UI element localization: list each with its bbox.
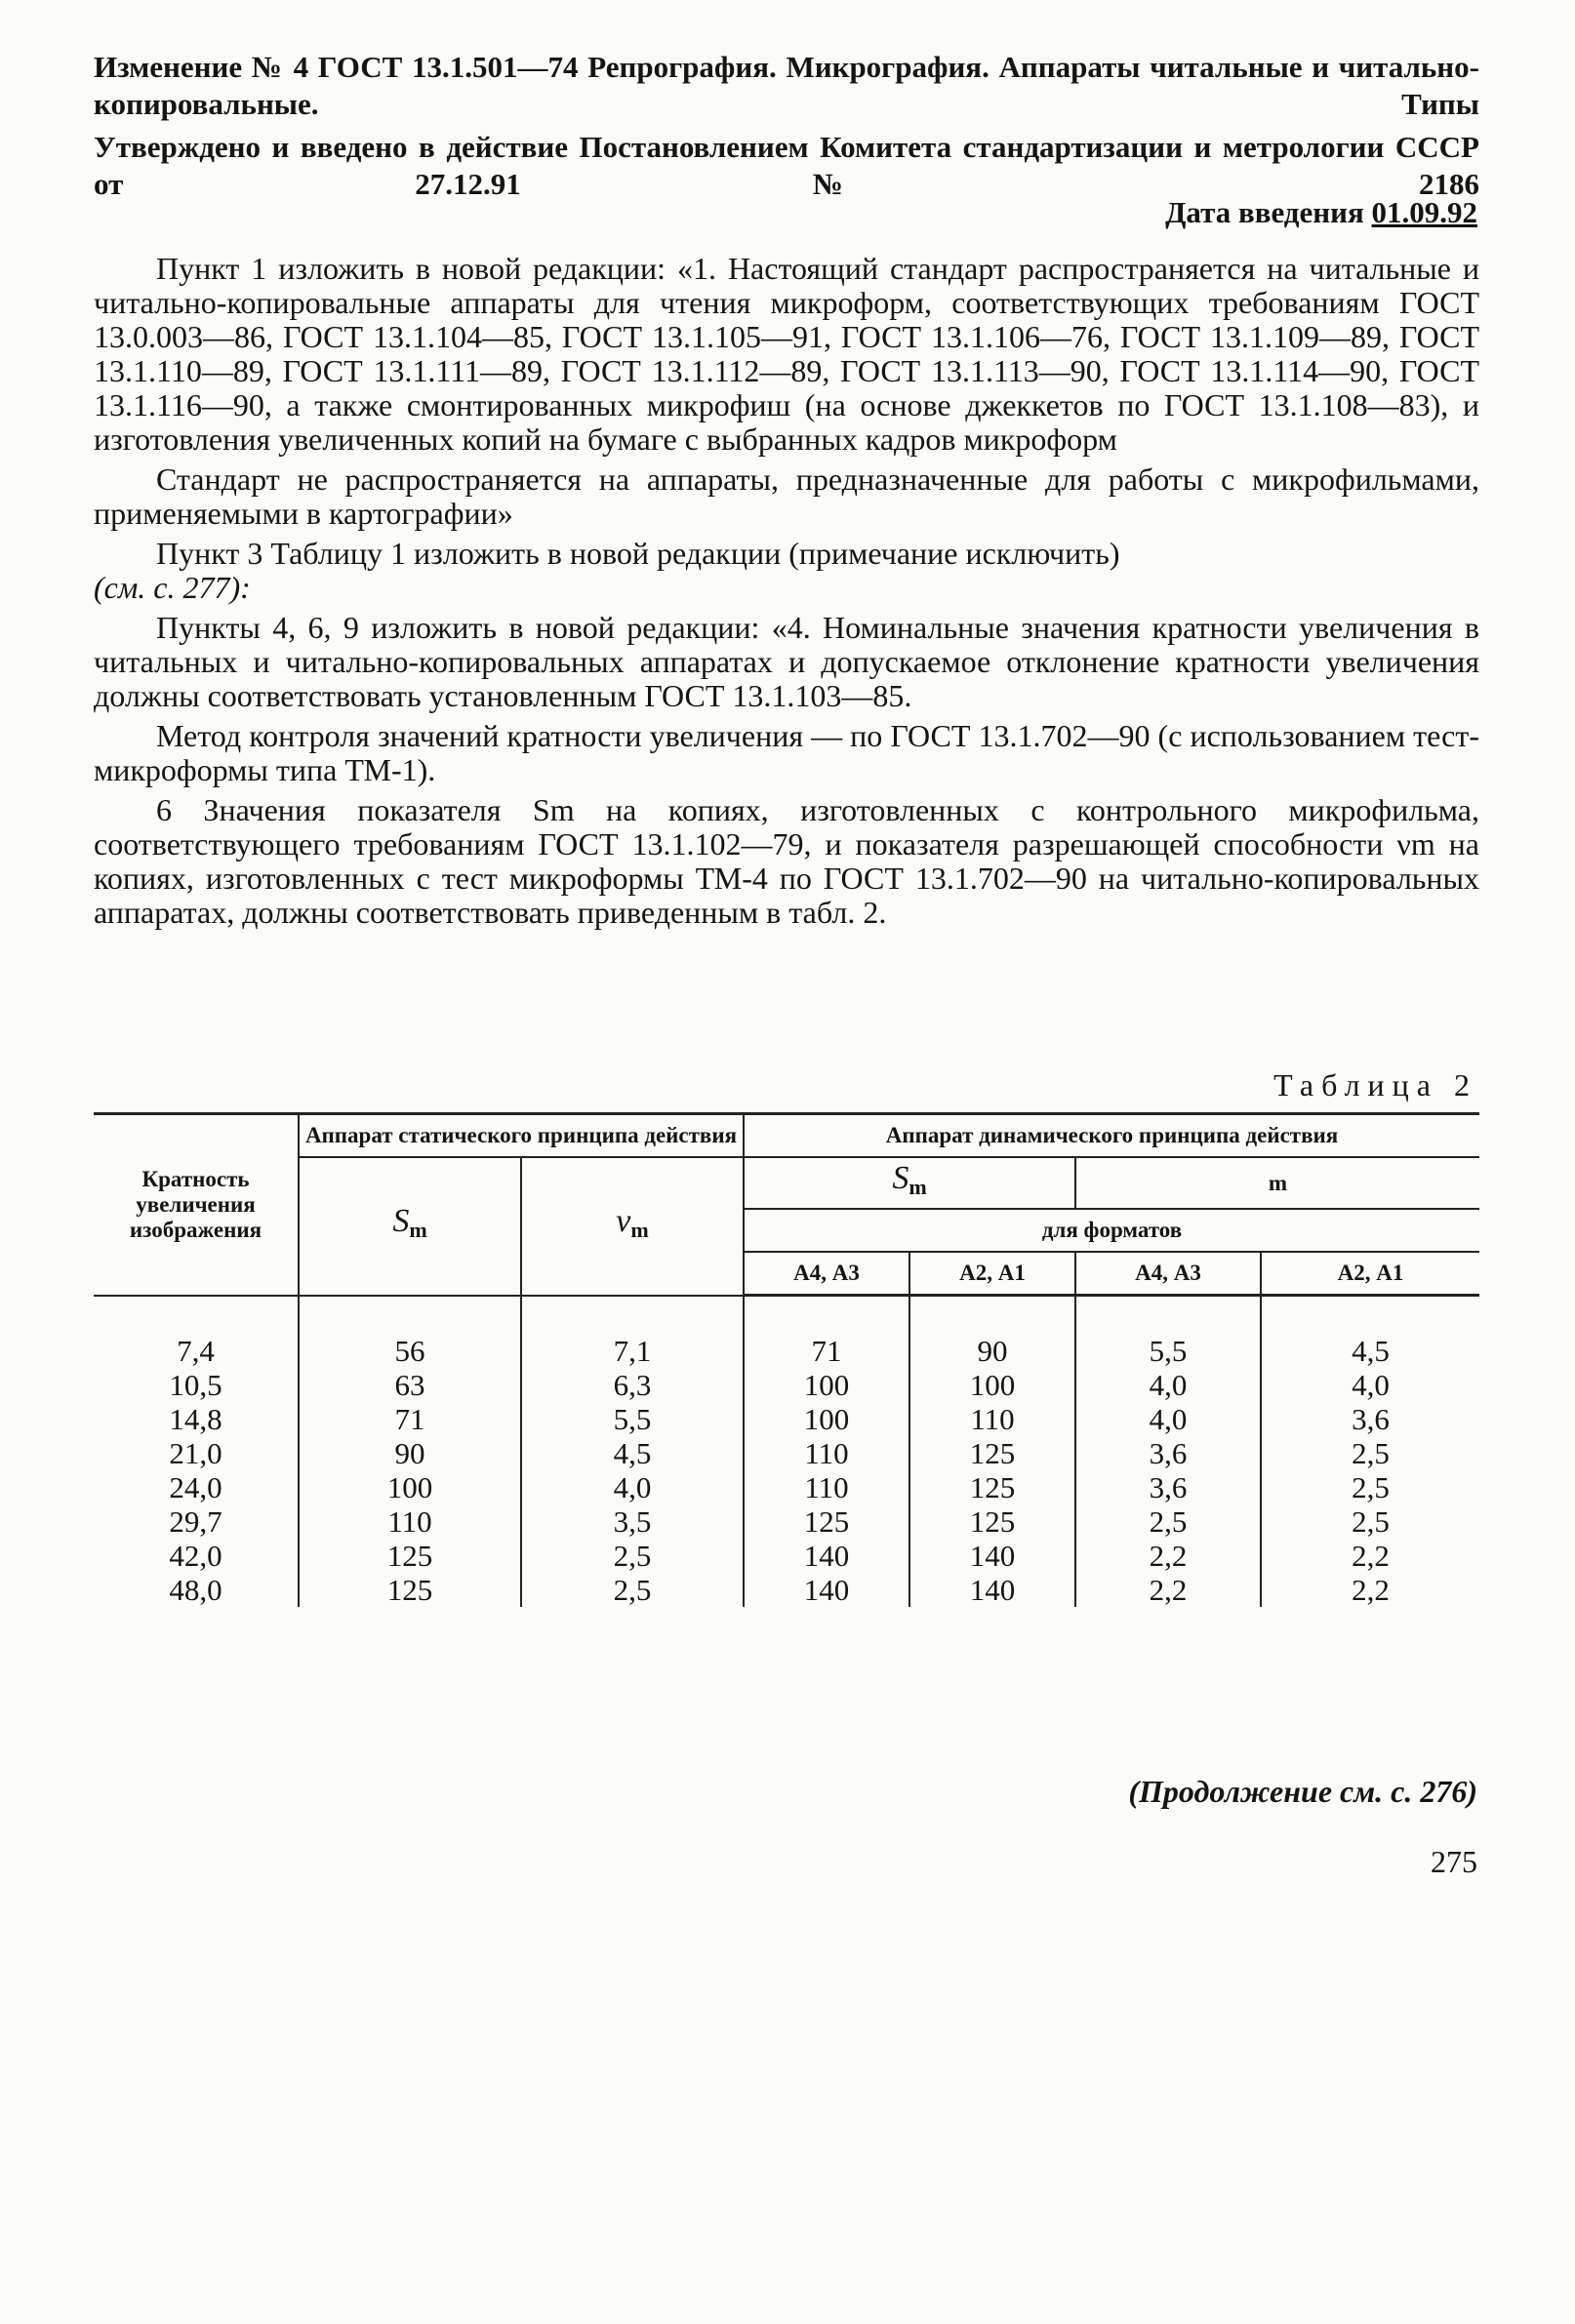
amendment-title: Изменение № 4 ГОСТ 13.1.501—74 Репрография. Микрография. Аппараты читальные и читально-копировальные. Типы <box>94 50 1479 121</box>
introduction-date <box>1165 195 1477 230</box>
cell-static-nu: 2,5 <box>521 1539 744 1573</box>
cell-m-a4a3: 2,5 <box>1075 1504 1261 1539</box>
cell-static-sm: 110 <box>299 1504 521 1539</box>
paragraph-4: Пункты 4, 6, 9 изложить в новой редакции: «4. Номинальные значения кратности увеличения в читальных и читально-копировальных аппаратах и допускаемое отклонение кратности увеличения должны соответствовать установленным ГОСТ 13.1.103—85. <box>94 610 1479 713</box>
continuation-note: (Продолжение см. с. 276) <box>1128 1774 1477 1809</box>
cell-magnification: 7,4 <box>177 1333 215 1368</box>
table-row <box>94 1504 1479 1539</box>
intro-date-value: 01.09.92 <box>1371 195 1477 229</box>
paragraph-1: Пункт 1 изложить в новой редакции: «1. Настоящий стандарт распространяется на читальные и читально-копировальные аппараты для чтения микроформ, соответствующих требованиям ГОСТ 13.0.003—86, ГОСТ 13.1.104—85, ГОСТ 13.1.105—91, ГОСТ 13.1.106—76, ГОСТ 13.1.109—89, ГОСТ 13.1.110—89, ГОСТ 13.1.111—89, ГОСТ 13.1.112—89, ГОСТ 13.1.113—90, ГОСТ 13.1.114—90, ГОСТ 13.1.116—90, а также смонтированных микрофиш (на основе джеккетов по ГОСТ 13.1.108—83), и изготовления увеличенных копий на бумаге с выбранных кадров микроформ <box>94 251 1479 457</box>
header-formats: для форматов <box>744 1209 1479 1252</box>
cell-sm-a2a1: 90 <box>909 1296 1075 1369</box>
table-row <box>94 1539 1479 1573</box>
paragraph-5: Метод контроля значений кратности увеличения — по ГОСТ 13.1.702—90 (с использованием тест-микроформы типа ТМ-1). <box>94 718 1479 787</box>
cell-static-sm: 125 <box>299 1573 521 1607</box>
cell-sm-a4a3: 110 <box>744 1436 909 1470</box>
cell-static-sm: 63 <box>299 1368 521 1402</box>
table-row <box>94 1296 1479 1369</box>
cell-m-a4a3: 4,0 <box>1075 1368 1261 1402</box>
cell-static-sm: 90 <box>299 1436 521 1470</box>
cell-m-a2a1: 2,2 <box>1261 1573 1479 1607</box>
cell-magnification: 48,0 <box>169 1573 222 1607</box>
cell-sm-a4a3: 100 <box>744 1368 909 1402</box>
table-caption: Таблица 2 <box>1273 1067 1477 1102</box>
page-number: 275 <box>1431 1844 1477 1879</box>
cell-m-a4a3: 4,0 <box>1075 1402 1261 1436</box>
cell-magnification: 24,0 <box>169 1470 222 1504</box>
header-dynamic-group: Аппарат динамического принципа действия <box>744 1114 1479 1158</box>
cell-sm-a4a3: 140 <box>744 1573 909 1607</box>
cell-sm-a2a1: 100 <box>909 1368 1075 1402</box>
header-dynamic-sm: Sm <box>744 1157 1075 1209</box>
cell-sm-a4a3: 110 <box>744 1470 909 1504</box>
table-row <box>94 1436 1479 1470</box>
cell-magnification: 29,7 <box>169 1504 222 1539</box>
table-row <box>94 1402 1479 1436</box>
cell-sm-a2a1: 125 <box>909 1470 1075 1504</box>
cell-m-a4a3: 5,5 <box>1075 1296 1261 1369</box>
cell-sm-a4a3: 100 <box>744 1402 909 1436</box>
cell-m-a4a3: 2,2 <box>1075 1539 1261 1573</box>
body-text <box>94 252 1479 936</box>
header-dynamic-m: m <box>1075 1157 1479 1209</box>
cell-sm-a2a1: 140 <box>909 1539 1075 1573</box>
paragraph-6: 6 Значения показателя Sm на копиях, изготовленных с контрольного микрофильма, соответствующего требованиям ГОСТ 13.1.102—79, и показателя разрешающей способности νm на копиях, изготовленных с тест микроформы ТМ-4 по ГОСТ 13.1.702—90 на читально-копировальных аппаратах, должны соответствовать приведенным в табл. 2. <box>94 792 1479 930</box>
cell-m-a2a1: 3,6 <box>1261 1402 1479 1436</box>
cell-m-a2a1: 2,2 <box>1261 1539 1479 1573</box>
cell-m-a4a3: 3,6 <box>1075 1470 1261 1504</box>
cell-sm-a2a1: 125 <box>909 1504 1075 1539</box>
cell-static-sm: 71 <box>299 1402 521 1436</box>
cell-static-nu: 3,5 <box>521 1504 744 1539</box>
cell-sm-a4a3: 125 <box>744 1504 909 1539</box>
table-2 <box>94 1112 1479 1607</box>
table-row <box>94 1470 1479 1504</box>
table-row <box>94 1573 1479 1607</box>
cell-sm-a4a3: 140 <box>744 1539 909 1573</box>
cell-magnification: 10,5 <box>169 1368 222 1402</box>
header-static-nu: νm <box>521 1157 744 1296</box>
cell-m-a2a1: 4,5 <box>1261 1296 1479 1369</box>
cell-sm-a4a3: 71 <box>744 1296 909 1369</box>
cell-m-a2a1: 2,5 <box>1261 1436 1479 1470</box>
cell-m-a4a3: 2,2 <box>1075 1573 1261 1607</box>
header-fmt-a2a1-sm: А2, А1 <box>909 1252 1075 1296</box>
paragraph-3: Пункт 3 Таблицу 1 изложить в новой редакции (примечание исключить) (см. с. 277): <box>94 536 1120 605</box>
cell-m-a2a1: 4,0 <box>1261 1368 1479 1402</box>
cell-sm-a2a1: 125 <box>909 1436 1075 1470</box>
cell-static-nu: 7,1 <box>521 1296 744 1369</box>
cell-magnification: 14,8 <box>169 1402 222 1436</box>
cell-static-nu: 5,5 <box>521 1402 744 1436</box>
cell-static-sm: 100 <box>299 1470 521 1504</box>
see-page-ref: (см. с. 277): <box>94 570 251 605</box>
header-fmt-a4a3-m: А4, А3 <box>1075 1252 1261 1296</box>
cell-sm-a2a1: 140 <box>909 1573 1075 1607</box>
header-static-sm: Sm <box>299 1157 521 1296</box>
cell-magnification: 42,0 <box>169 1539 222 1573</box>
header-static-group: Аппарат статического принципа действия <box>299 1114 744 1158</box>
cell-static-nu: 6,3 <box>521 1368 744 1402</box>
cell-static-nu: 4,0 <box>521 1470 744 1504</box>
cell-static-sm: 56 <box>299 1296 521 1369</box>
header-magnification: Кратность увеличения изображения <box>94 1114 299 1296</box>
approval-line: Утверждено и введено в действие Постановлением Комитета стандартизации и метрологии СССР от 27.12.91 № 2186 <box>94 130 1479 201</box>
table-row <box>94 1368 1479 1402</box>
cell-m-a4a3: 3,6 <box>1075 1436 1261 1470</box>
cell-magnification: 21,0 <box>169 1436 222 1470</box>
intro-date-label: Дата введения <box>1165 195 1364 229</box>
header-fmt-a2a1-m: А2, А1 <box>1261 1252 1479 1296</box>
cell-static-sm: 125 <box>299 1539 521 1573</box>
cell-static-nu: 4,5 <box>521 1436 744 1470</box>
cell-static-nu: 2,5 <box>521 1573 744 1607</box>
paragraph-2: Стандарт не распространяется на аппараты, предназначенные для работы с микрофильмами, применяемыми в картографии» <box>94 461 1479 531</box>
header-fmt-a4a3-sm: А4, А3 <box>744 1252 909 1296</box>
cell-m-a2a1: 2,5 <box>1261 1470 1479 1504</box>
cell-m-a2a1: 2,5 <box>1261 1504 1479 1539</box>
cell-sm-a2a1: 110 <box>909 1402 1075 1436</box>
